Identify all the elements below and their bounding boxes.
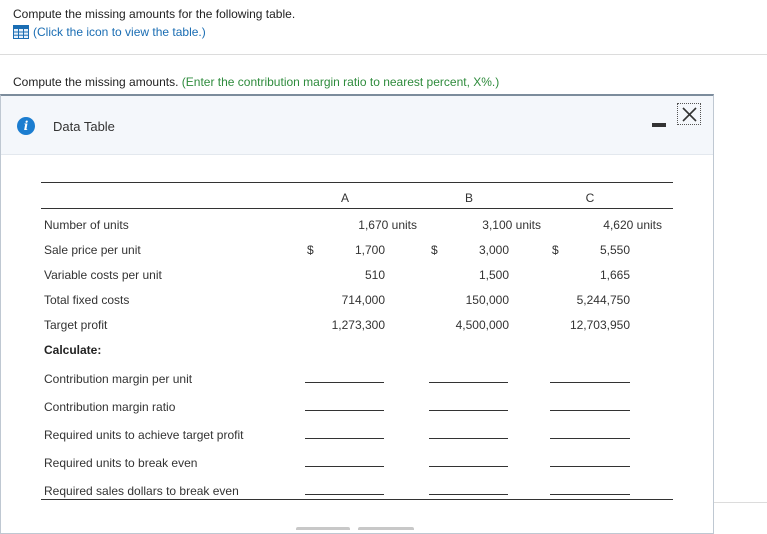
view-table-link[interactable] (13, 25, 206, 39)
answer-units-target-c[interactable] (550, 425, 630, 439)
divider (0, 54, 767, 55)
modal-title: Data Table (53, 119, 115, 134)
units-a: 1,670 units (358, 218, 417, 232)
calc-label-cm-per-unit: Contribution margin per unit (44, 372, 193, 386)
answer-sales-break-even-a[interactable] (305, 481, 384, 495)
instruction-hint: (Enter the contribution margin ratio to nearest percent, X%.) (181, 75, 500, 89)
units-c: 4,620 units (603, 218, 662, 232)
column-header-a: A (340, 191, 349, 205)
units-b: 3,100 units (482, 218, 541, 232)
currency-symbol: $ (307, 243, 314, 257)
target-profit-a: 1,273,300 (331, 318, 385, 332)
row-label-number-of-units: Number of units (44, 218, 129, 232)
target-profit-c: 12,703,950 (569, 318, 630, 332)
close-icon[interactable] (681, 106, 698, 123)
close-button[interactable] (677, 103, 701, 125)
row-label-target-profit: Target profit (44, 318, 108, 332)
fixed-costs-b: 150,000 (465, 293, 509, 307)
fixed-costs-c: 5,244,750 (576, 293, 630, 307)
variable-costs-a: 510 (364, 268, 385, 282)
currency-symbol: $ (431, 243, 438, 257)
row-label-variable-costs: Variable costs per unit (44, 268, 162, 282)
column-header-b: B (464, 191, 473, 205)
answer-cm-ratio-a[interactable] (305, 397, 384, 411)
calc-label-units-target-profit: Required units to achieve target profit (44, 428, 244, 442)
instruction (13, 75, 499, 89)
variable-costs-c: 1,665 (599, 268, 630, 282)
answer-cm-per-unit-b[interactable] (429, 369, 508, 383)
row-label-total-fixed-costs: Total fixed costs (44, 293, 130, 307)
table-icon[interactable] (13, 25, 29, 39)
calc-label-sales-break-even: Required sales dollars to break even (44, 484, 239, 498)
answer-cm-ratio-b[interactable] (429, 397, 508, 411)
info-icon: i (17, 117, 35, 135)
fixed-costs-a: 714,000 (341, 293, 385, 307)
sale-price-a: 1,700 (354, 243, 385, 257)
answer-units-break-even-c[interactable] (550, 453, 630, 467)
calc-label-cm-ratio: Contribution margin ratio (44, 400, 176, 414)
currency-symbol: $ (552, 243, 559, 257)
calc-label-units-break-even: Required units to break even (44, 456, 198, 470)
table-header-rule (41, 208, 673, 209)
calculate-heading: Calculate: (44, 343, 102, 357)
sale-price-c: 5,550 (599, 243, 630, 257)
answer-cm-per-unit-c[interactable] (550, 369, 630, 383)
answer-sales-break-even-c[interactable] (550, 481, 630, 495)
row-label-sale-price: Sale price per unit (44, 243, 141, 257)
column-header-c: C (585, 191, 595, 205)
answer-units-break-even-a[interactable] (305, 453, 384, 467)
table-bottom-rule (41, 499, 673, 500)
answer-cm-ratio-c[interactable] (550, 397, 630, 411)
divider (714, 502, 767, 503)
answer-units-break-even-b[interactable] (429, 453, 508, 467)
answer-sales-break-even-b[interactable] (429, 481, 508, 495)
instruction-text: Compute the missing amounts. (13, 75, 179, 89)
table-top-rule (41, 182, 673, 183)
view-table-link-text[interactable]: (Click the icon to view the table.) (33, 25, 206, 39)
answer-units-target-a[interactable] (305, 425, 384, 439)
minimize-icon[interactable] (652, 123, 666, 127)
answer-cm-per-unit-a[interactable] (305, 369, 384, 383)
answer-units-target-b[interactable] (429, 425, 508, 439)
sale-price-b: 3,000 (478, 243, 509, 257)
modal-header (1, 96, 713, 155)
question-prompt: Compute the missing amounts for the following table. (13, 7, 296, 21)
target-profit-b: 4,500,000 (455, 318, 509, 332)
data-table-modal (0, 94, 714, 534)
variable-costs-b: 1,500 (478, 268, 509, 282)
